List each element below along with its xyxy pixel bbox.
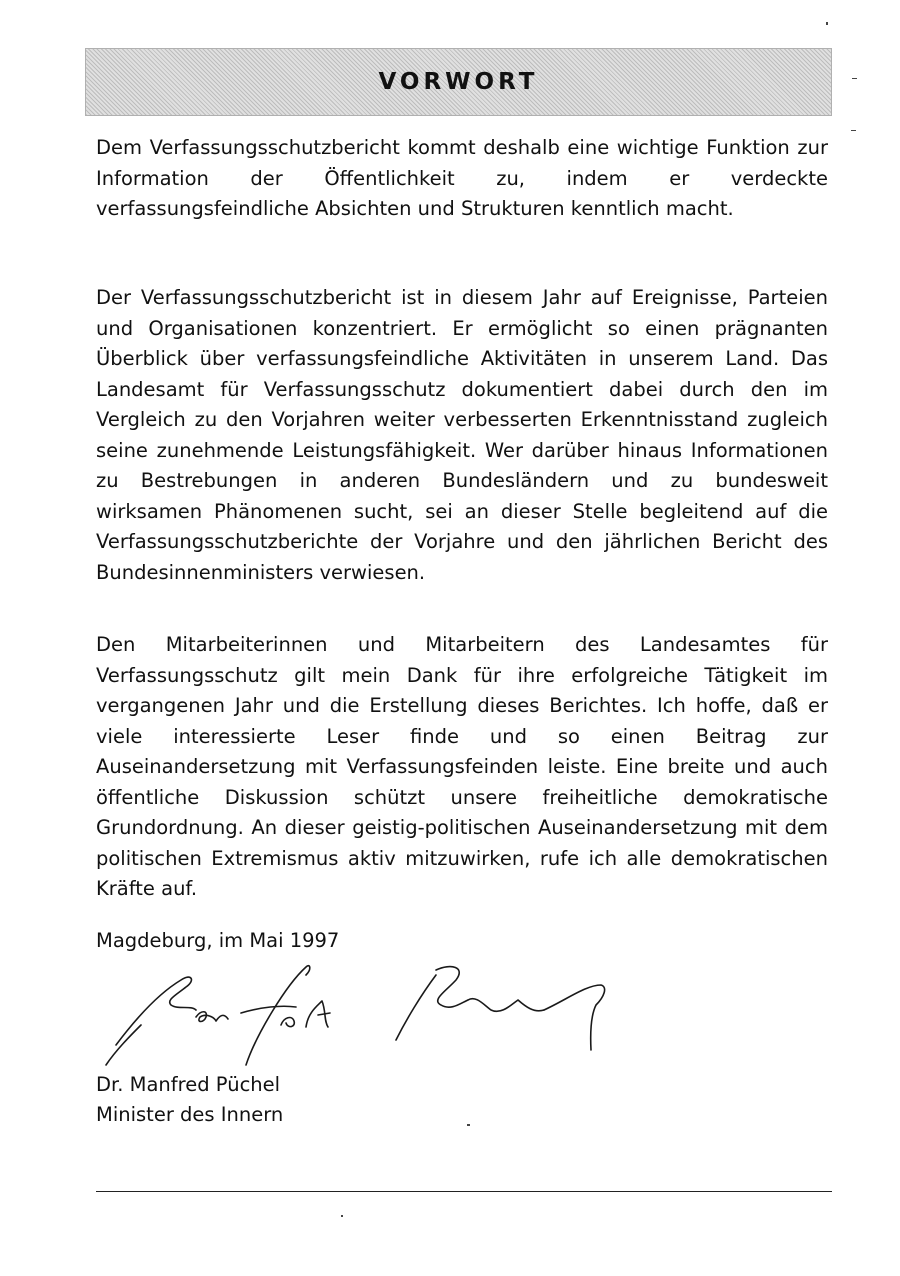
paragraph-report-focus: Der Verfassungsschutzbericht ist in diesem Jahr auf Ereignisse, Parteien und Organisationen konzentriert. Er ermöglicht so einen prägnanten Überblick über verfassungsfeindliche Aktivitäten in unserem Land. Das Landesamt für Verfassungsschutz dokumentiert dabei durch den im Vergleich zu den Vorjahren weiter verbesserten Erkenntnisstand zugleich seine zunehmende Leistungsfähigkeit. Wer darüber hinaus Informationen zu Bestrebungen in anderen Bundesländern und zu bundesweit wirksamen Phänomenen sucht, sei an dieser Stelle begleitend auf die Verfassungsschutzberichte der Vorjahre und den jährlichen Bericht des Bundesinnenministers verwiesen. — [96, 286, 828, 584]
handwritten-signature — [96, 955, 636, 1070]
signer-title: Minister des Innern — [96, 1103, 284, 1126]
scan-speck — [341, 1215, 343, 1217]
scan-speck — [826, 22, 828, 25]
signer-name: Dr. Manfred Püchel — [96, 1073, 281, 1096]
scan-speck — [851, 130, 856, 131]
scan-speck — [467, 1124, 470, 1126]
scan-speck — [852, 78, 857, 79]
footer-rule — [96, 1191, 832, 1192]
page-title: VORWORT — [378, 69, 539, 95]
paragraph-intro: Dem Verfassungsschutzbericht kommt deshalb eine wichtige Funktion zur Information der Öffentlichkeit zu, indem er verdeckte verfassungsfeindliche Absichten und Strukturen kenntlich macht. — [96, 136, 828, 220]
header-band — [85, 48, 832, 116]
place-date: Magdeburg, im Mai 1997 — [96, 929, 340, 952]
paragraph-thanks: Den Mitarbeiterinnen und Mitarbeitern des Landesamtes für Verfassungsschutz gilt mein Dank für ihre erfolgreiche Tätigkeit im vergangenen Jahr und die Erstellung dieses Berichtes. Ich hoffe, daß er viele interessierte Leser finde und so einen Beitrag zur Auseinandersetzung mit Verfassungsfeinden leiste. Eine breite und auch öffentliche Diskussion schützt unsere freiheitliche demokratische Grundordnung. An dieser geistig-politischen Auseinandersetzung mit dem politischen Extremismus aktiv mitzuwirken, rufe ich alle demokratischen Kräfte auf. — [96, 633, 828, 900]
